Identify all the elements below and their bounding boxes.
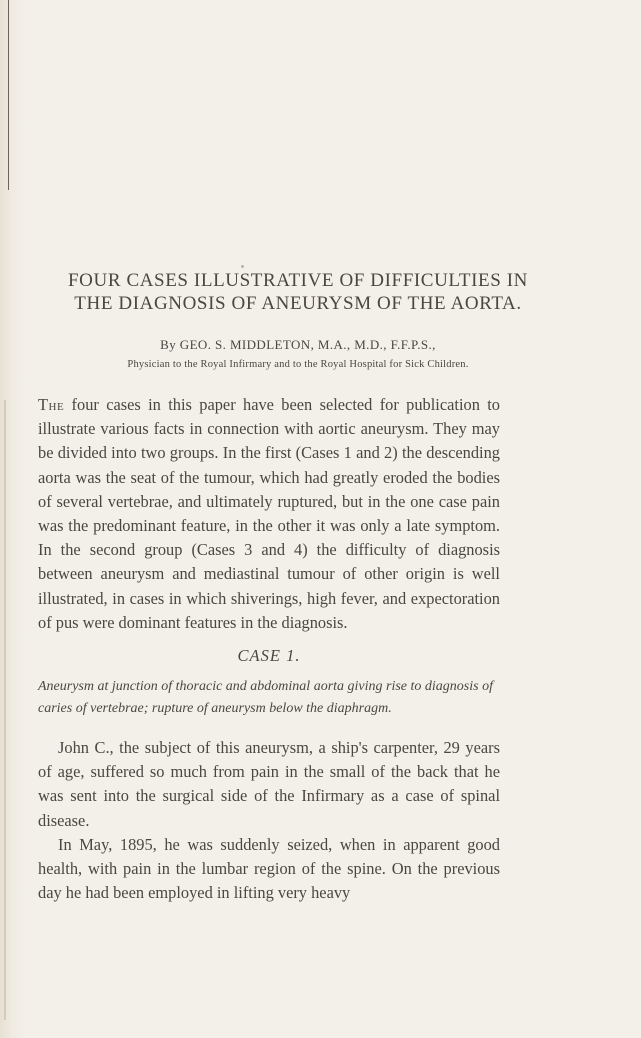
case-subtitle: Aneurysm at junction of thoracic and abdominal aorta giving rise to diagnosis of caries of vertebrae; rupture of aneurysm below the diaphragm. <box>38 679 493 716</box>
binding-shadow <box>4 400 6 1020</box>
intro-lead-word: The <box>38 395 65 414</box>
case-paragraph-1: John C., the subject of this aneurysm, a ship's carpenter, 29 years of age, suffered so much from pain in the small of the back that he was sent into the surgical side of the Infirmary as a case of spinal disease. <box>38 738 500 830</box>
author-affiliation: Physician to the Royal Infirmary and to the Royal Hospital for Sick Children. <box>127 359 469 370</box>
binding-gutter <box>0 0 26 1038</box>
case-heading: CASE 1. <box>237 646 301 665</box>
intro-paragraph <box>38 393 500 635</box>
author-byline: By GEO. S. MIDDLETON, M.A., M.D., F.F.P.S., <box>160 337 436 352</box>
article-title-line-2: THE DIAGNOSIS OF ANEURYSM OF THE AORTA. <box>74 293 522 314</box>
article-title-line-1: FOUR CASES ILLUSTRATIVE OF DIFFICULTIES IN <box>68 270 528 291</box>
case-paragraph-2: In May, 1895, he was suddenly seized, when in apparent good health, with pain in the lumbar region of the spine. On the previous day he had been employed in lifting very heavy <box>38 835 500 903</box>
binding-edge-line <box>8 0 9 190</box>
intro-paragraph-text: four cases in this paper have been selected for publication to illustrate various facts in connection with aortic aneurysm. They may be divided into two groups. In the first (Cases 1 and 2) the descending aorta was the seat of the tumour, which had greatly eroded the bodies of several vertebrae, and ultimately ruptured, but in the one case pain was the predominant feature, in the other it was only a late symptom. In the second group (Cases 3 and 4) the difficulty of diagnosis between aneurysm and mediastinal tumour of other origin is well illustrated, in cases in which shiverings, high fever, and expectoration of pus were dominant features in the diagnosis. <box>38 395 500 632</box>
print-speck <box>241 265 244 268</box>
